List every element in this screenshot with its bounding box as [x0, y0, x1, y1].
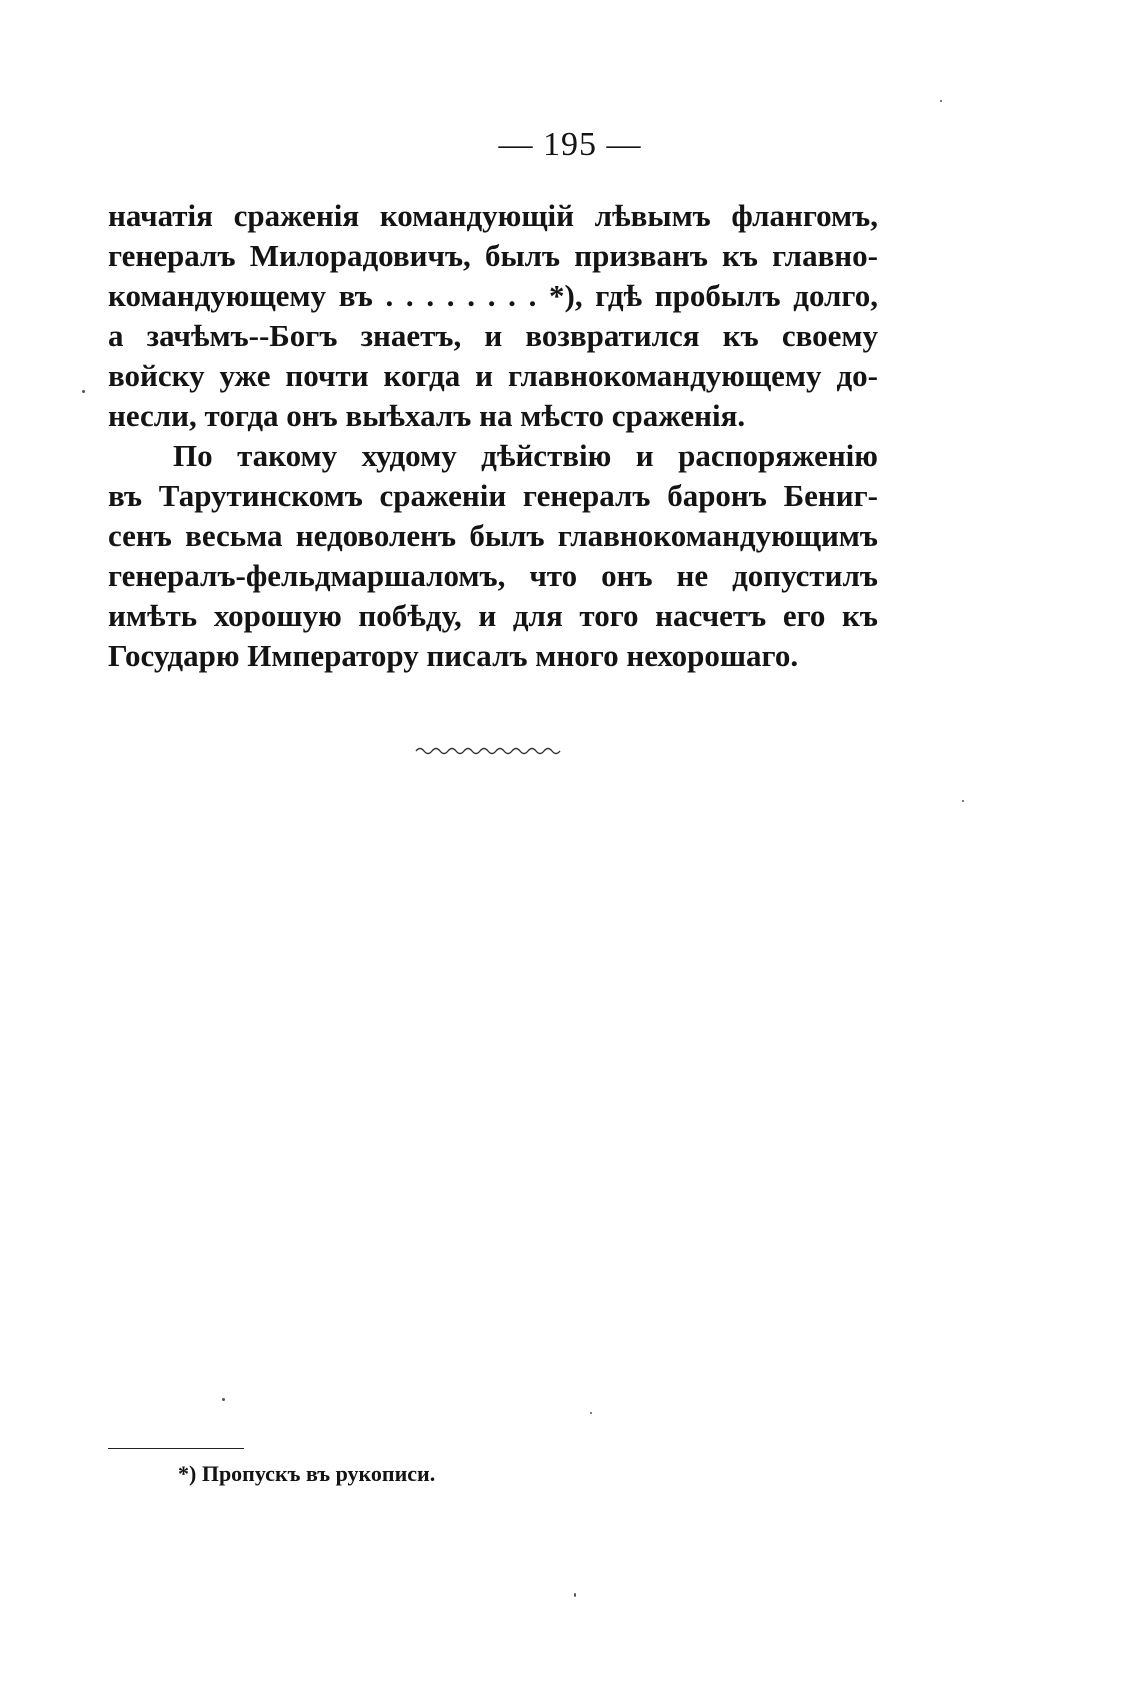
footnote: *) Пропускъ въ рукописи.	[178, 1461, 436, 1486]
footnote-rule	[108, 1448, 244, 1449]
text-line: въ Тарутинскомъ сраженіи генералъ баронъ Бениг-	[108, 478, 878, 513]
text-line: генералъ-фельдмаршаломъ, что онъ не допустилъ	[108, 558, 878, 593]
text-line: командующему въ . . . . . . . . *), гдѣ пробылъ долго,	[108, 278, 878, 313]
text-line: имѣть хорошую побѣду, и для того насчетъ его къ	[108, 598, 878, 633]
scan-speck	[574, 1593, 576, 1597]
text-line: начатія сраженія командующій лѣвымъ флангомъ,	[108, 198, 878, 233]
scan-speck	[962, 800, 964, 802]
scan-speck	[222, 1398, 225, 1401]
text-line: сенъ весьма недоволенъ былъ главнокомандующимъ	[108, 518, 878, 553]
scan-speck	[940, 100, 942, 102]
text-line: Государю Императору писалъ много нехорошаго.	[108, 638, 799, 673]
text-line: По такому худому дѣйствію и распоряженію	[173, 438, 878, 473]
ornament-divider	[414, 744, 562, 758]
text-line: войску уже почти когда и главнокомандующему до-	[108, 358, 878, 393]
body-text	[108, 196, 878, 676]
text-line: несли, тогда онъ выѣхалъ на мѣсто сраженія.	[108, 398, 746, 433]
scan-speck	[82, 390, 85, 393]
text-line: генералъ Милорадовичъ, былъ призванъ къ главно-	[108, 238, 878, 273]
text-line: а зачѣмъ--Богъ знаетъ, и возвратился къ своему	[108, 318, 878, 353]
page-number: — 195 —	[498, 126, 642, 163]
scan-speck	[590, 1412, 592, 1414]
